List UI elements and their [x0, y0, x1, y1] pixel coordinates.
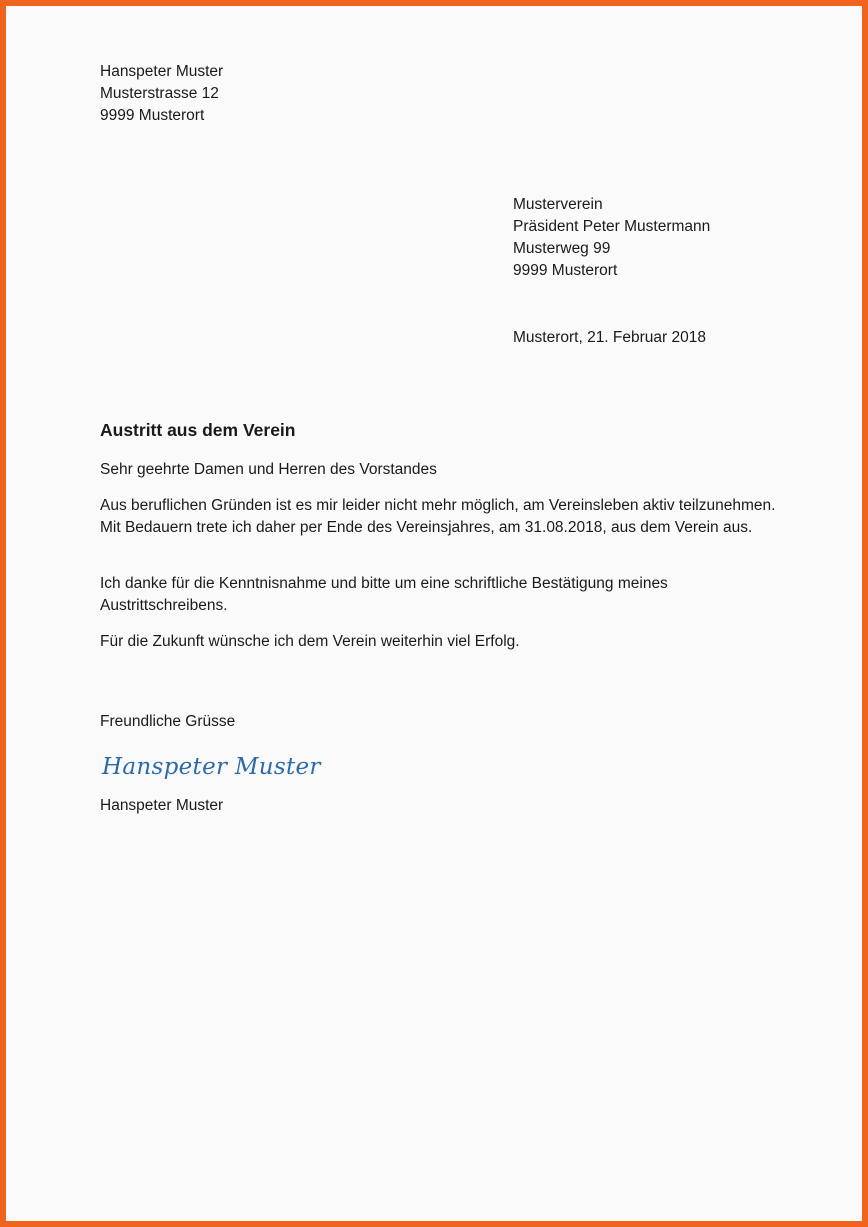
- body-paragraph-1: Aus beruflichen Gründen ist es mir leider nicht mehr möglich, am Vereinsleben aktiv teilzunehmen. Mit Bedauern trete ich daher per Ende des Vereinsjahres, am 31.08.2018, aus dem Verein aus.: [100, 497, 776, 536]
- handwritten-signature: Hanspeter Muster: [102, 754, 321, 780]
- recipient-city: 9999 Musterort: [513, 262, 618, 279]
- body-paragraph-3: Für die Zukunft wünsche ich dem Verein weiterhin viel Erfolg.: [100, 633, 520, 650]
- recipient-organization: Musterverein: [513, 196, 603, 213]
- letter-subject: Austritt aus dem Verein: [100, 420, 296, 440]
- sender-address: [100, 61, 223, 127]
- recipient-street: Musterweg 99: [513, 240, 611, 257]
- body-paragraph-2: Ich danke für die Kenntnisnahme und bitte um eine schriftliche Bestätigung meines Austrittschreibens.: [100, 575, 668, 614]
- sender-name: Hanspeter Muster: [100, 63, 224, 80]
- salutation: Sehr geehrte Damen und Herren des Vorstandes: [100, 461, 437, 478]
- recipient-person: Präsident Peter Mustermann: [513, 218, 711, 235]
- closing: Freundliche Grüsse: [100, 713, 236, 730]
- signer-name: Hanspeter Muster: [100, 797, 224, 814]
- sender-street: Musterstrasse 12: [100, 85, 219, 102]
- date-line: Musterort, 21. Februar 2018: [513, 329, 706, 346]
- recipient-address: [513, 194, 710, 282]
- sender-city: 9999 Musterort: [100, 107, 205, 124]
